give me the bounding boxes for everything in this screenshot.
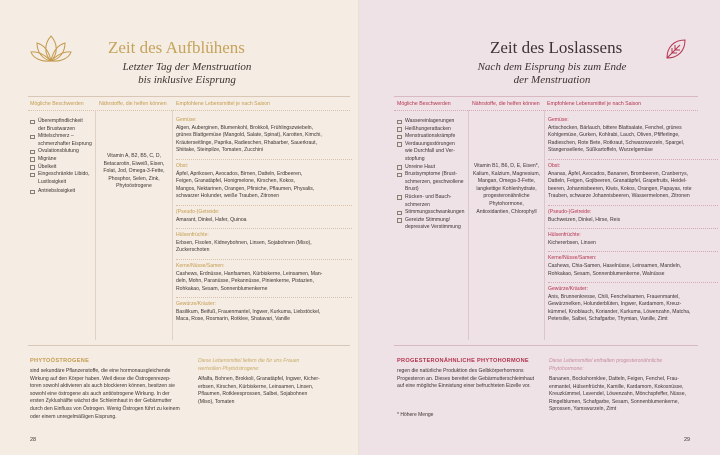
food-category: Kerne/Nüsse/Samen: (176, 259, 352, 271)
header-nutrients: Nährstoffe, die helfen können (99, 101, 167, 107)
list-item: schmerzen, geschwollene (405, 178, 464, 185)
header-complaints: Mögliche Beschwerden (30, 101, 84, 107)
checkbox-icon (397, 127, 402, 132)
checkbox-icon (30, 173, 35, 178)
list-item: schmerzhafter Eisprung (38, 140, 92, 147)
food-category: (Pseudo-)Getreide: (548, 205, 718, 217)
list-item: Wassereinlagerungen (397, 118, 467, 126)
list-item: wie Durchfall und Ver- (405, 148, 455, 155)
lotus-icon (30, 34, 72, 64)
list-item: Brustsymptome (Brust- (397, 171, 467, 179)
checkbox-icon (397, 120, 402, 125)
checkbox-icon (397, 211, 402, 216)
food-category: Gemüse: (548, 117, 569, 123)
food-note: Diese Lebensmittel enthalten progesteronähnliche Phytohormone: (549, 358, 663, 372)
checkbox-icon (397, 173, 402, 178)
page-subtitle: Nach dem Eisprung bis zum Ende der Menstruation (477, 61, 627, 86)
complaints-list (30, 118, 94, 196)
table-top-rule (28, 96, 350, 97)
checkbox-icon (30, 135, 35, 140)
checkbox-icon (30, 120, 35, 125)
footnote: * Höhere Menge (397, 412, 434, 418)
checkbox-icon (30, 190, 35, 195)
list-item: Übelkeit (30, 164, 94, 172)
leaf-icon (664, 37, 688, 61)
complaints-list (397, 118, 467, 232)
food-category: Hülsenfrüchte: (176, 228, 352, 240)
food-list: Alfalfa, Bohnen, Brokkoli, Granatäpfel, Ingwer, Kicher- erbsen, Kirschen, Kürbiskerne, Leinsamen, Linsen, Pflaumen, Rotkleesprossen, Salbei, Sojabohnen (Miso), Tomaten (198, 376, 320, 405)
list-item: Brust) (405, 186, 419, 193)
section-heading: PHYTOÖSTROGENE (30, 358, 90, 364)
food-category: Kerne/Nüsse/Samen: (548, 251, 718, 263)
list-item: Stimmungsschwankungen (397, 209, 467, 217)
food-category: Obst: (548, 159, 718, 171)
header-rule (28, 110, 350, 111)
page-title: Zeit des Loslassens (490, 38, 623, 57)
column-divider (95, 110, 96, 340)
food-category: Hülsenfrüchte: (548, 228, 718, 240)
list-item: Ovulationsblutung (30, 148, 94, 156)
list-item: Unreine Haut (397, 164, 467, 172)
list-item: Antriebslosigkeit (30, 188, 94, 196)
food-category: (Pseudo-)Getreide: (176, 205, 352, 217)
checkbox-icon (397, 195, 402, 200)
column-divider (544, 110, 545, 340)
checkbox-icon (30, 165, 35, 170)
food-note: Diese Lebensmittel liefern die für uns Frauen wertvollen Phytoöstrogene: (198, 358, 300, 372)
food-category: Obst: (176, 159, 352, 171)
nutrients-cell: Vitamin A, B2, B5, C, D, Betacarotin, Eiweiß, Eisen, Folat, Jod, Omega-3-Fette, Phosphor, Selen, Zink, Phytoöstrogene (103, 153, 165, 190)
food-category: Gewürze/Kräuter: (176, 297, 352, 309)
list-item: Mittelschmerz – (30, 133, 94, 141)
list-item: schmerzen (405, 201, 430, 208)
checkbox-icon (397, 142, 402, 147)
list-item: Rücken- und Bauch- (397, 194, 467, 202)
checkbox-icon (397, 218, 402, 223)
list-item: Eingeschränkte Libido, (30, 171, 94, 179)
header-food: Empfohlene Lebensmittel je nach Saison (547, 101, 642, 107)
section-rule (394, 345, 698, 346)
list-item: der Brustwarzen (38, 125, 76, 132)
page-subtitle: Letzter Tag der Menstruation bis inklusive Eisprung (122, 61, 252, 86)
section-text: sind sekundäre Pflanzenstoffe, die eine hormonausgleichende Wirkung auf den Körper haben. Weil diese die Östrogenrezep- toren sowohl aktivieren als auch blockieren können, besitzen sie sowohl eine östrogene als auch antiöstrogene Wirkung. In der ersten Zyklushälfte wächst die Schleimhaut in der Gebärmutter durch den Einfluss von Östrogen. Wenig Östrogen führt zu keinem oder einem unregelmäßigen Eisprung. (30, 368, 180, 420)
nutrients-cell: Vitamin B1, B6, D, E, Eisen*, Kalium, Kalzium, Magnesium, Mangan, Omega-3-Fette, langkettige Kohlenhydrate, progesteronähnliche Phytohormone, Antioxidantien, Chlorophyll (472, 163, 541, 215)
food-category: Gemüse: (176, 117, 197, 123)
checkbox-icon (30, 157, 35, 162)
header-nutrients: Nährstoffe, die helfen können (472, 101, 540, 107)
table-top-rule (394, 96, 698, 97)
list-item: Heißhungerattacken (397, 126, 467, 134)
page-number: 29 (684, 437, 691, 443)
checkbox-icon (397, 135, 402, 140)
section-rule (28, 345, 350, 346)
header-rule (394, 110, 698, 111)
list-item: Gereizte Stimmung/ (397, 217, 467, 225)
list-item: Überempfindlichkeit (30, 118, 94, 126)
header-food: Empfohlene Lebensmittel je nach Saison (176, 101, 271, 107)
column-divider (172, 110, 173, 340)
food-list: Bananen, Bockshornklee, Datteln, Feigen, Fenchel, Frau- enmantel, Hülsenfrüchte, Kamille, Kardamom, Kokosnüsse, Kreuzkümmel, Lavendel, Löwenzahn, Mönchspfeffer, Nüsse, Ringelblumen, Schafgarbe, Sesam, Sonnenblumenkerne, Sprossen, Yamswurzeln, Zimt (549, 376, 686, 413)
section-text: regen die natürliche Produktion des Gelbkörperhormons Progesteron an. Dieses bereitet die Gebärmutterschleimhaut auf eine mögliche Einnistung einer befruchteten Eizelle vor. (397, 368, 535, 390)
list-item: Lustlosigkeit (38, 178, 67, 185)
column-divider (468, 110, 469, 340)
list-item: Menstruationskrämpfe (397, 133, 467, 141)
food-category: Gewürze/Kräuter: (548, 282, 718, 294)
checkbox-icon (30, 150, 35, 155)
list-item: depressive Verstimmung (405, 224, 461, 231)
header-complaints: Mögliche Beschwerden (397, 101, 451, 107)
food-cell: Gemüse: Artischocken, Bärlauch, bittere Blattsalate, Fenchel, grünes Kohlgemüse, Gurken, Kohlrabi, Lauch, Oliven, Pfifferlinge, Radieschen, Rote Bete, Rotkraut, Schwarzwurzeln, Spargel, Stangensellerie, Süßkartoffeln, Wurzelgemüse Obst: Ananas, Äpfel, Avocados, Bananen, Brombeeren, Cranberrys, Datteln, Feigen, Gojibeeren, Granatäpfel, Grapefruits, Heidel- beeren, Johannisbeeren, Kiwis, Kokos, Orangen, Papayas, rote Trauben, schwarze Johannisbeeren, Wassermelonen, Zitronen (Pseudo-)Getreide: Buchweizen, Dinkel, Hirse, Reis Hülsenfrüchte: Kichererbsen, Linsen Kerne/Nüsse/Samen: Cashews, Chia-Samen, Haselnüsse, Leinsamen, Mandeln, Rohkakao, Sesam, Sonnenblumenkerne, Walnüsse Gewürze/Kräuter: Anis, Brunnenkresse, Chili, Fenchelsamen, Frauenmantel, Gewürznelken, Holunderblüten, Ingwer, Kardamom, Kreuz- kümmel, Knoblauch, Koriander, Kurkuma, Löwenzahn, Matcha, Petersilie, Salbei, Schafgarbe, Thymian, Vanille, Zimt (548, 117, 718, 324)
list-item: Migräne (30, 156, 94, 164)
right-page (360, 0, 720, 455)
page-number: 28 (30, 437, 37, 443)
section-heading: PROGESTERONÄHNLICHE PHYTOHORMONE (397, 358, 529, 364)
food-cell: Gemüse: Algen, Auberginen, Blumenkohl, Brokkoli, Frühlingszwiebeln, grünes Blattgemüse (Mangold, Salate, Spinat), Karotten, Kimchi, Kräuterseitlinge, Paprika, Radieschen, Rhabarber, Sauerkraut, Shiitake, Steinpilze, Tomaten, Zucchini Obst: Äpfel, Aprikosen, Avocados, Birnen, Datteln, Erdbeeren, Feigen, Granatäpfel, Honigmelone, Kirschen, Kokos, Mangos, Nektarinen, Orangen, Pfirsiche, Pflaumen, Physalis, schwarzer Holunder, weiße Trauben, Zitronen (Pseudo-)Getreide: Amarant, Dinkel, Hafer, Quinoa Hülsenfrüchte: Erbsen, Fisolen, Kidneybohnen, Linsen, Sojabohnen (Miso), Zuckerschoten Kerne/Nüsse/Samen: Cashews, Erdnüsse, Hanfsamen, Kürbiskerne, Leinsamen, Man- deln, Mohn, Paranüsse, Pekannüsse, Pinienkerne, Pistazien, Rohkakao, Sesam, Sonnenblumenkerne Gewürze/Kräuter: Basilikum, Beifuß, Frauenmantel, Ingwer, Kurkuma, Liebstöckel, Maca, Rose, Rosmarin, Rotklee, Shatavari, Vanille (176, 117, 352, 324)
page-title: Zeit des Aufblühens (108, 38, 245, 57)
list-item: stopfung (405, 155, 425, 162)
checkbox-icon (397, 165, 402, 170)
list-item: Verdauungsstörungen (397, 141, 467, 149)
